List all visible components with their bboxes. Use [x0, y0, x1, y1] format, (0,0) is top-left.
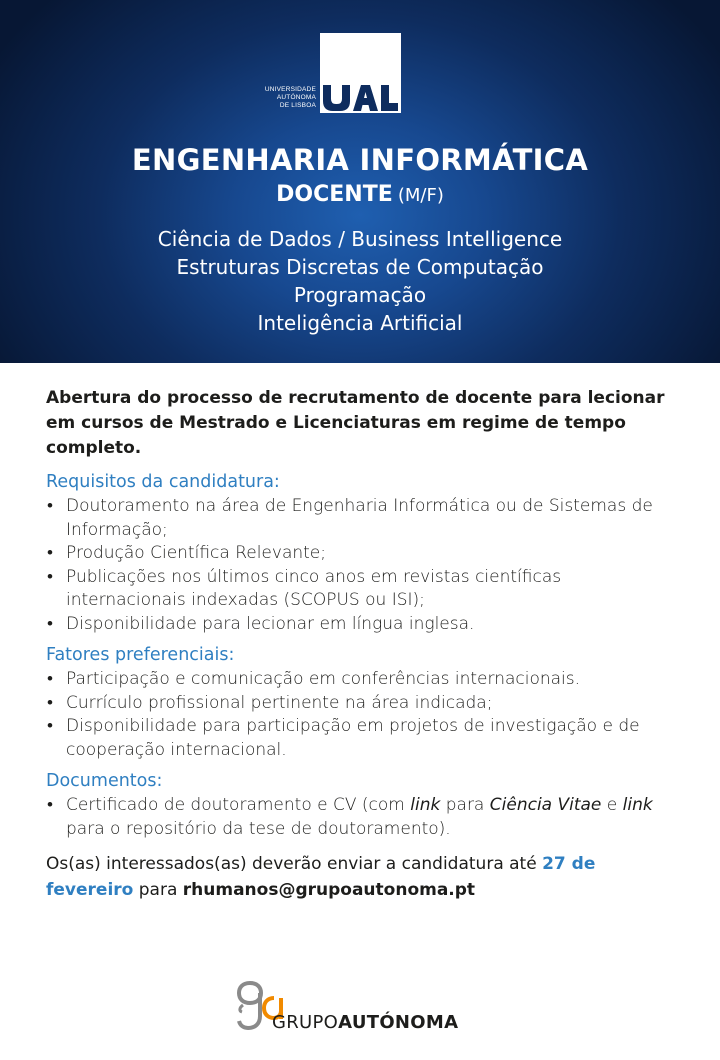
fatores-list	[46, 668, 686, 762]
deadline-date: 27 de fevereiro	[46, 854, 596, 900]
header-banner	[0, 0, 720, 363]
closing-text: para	[133, 880, 183, 900]
intro-paragraph: Abertura do processo de recrutamento de docente para lecionar em cursos de Mestrado e Licenciaturas em regime de tempo completo.	[46, 388, 665, 458]
list-item: • Produção Científica Relevante;	[46, 542, 686, 566]
doc-text: e	[601, 795, 623, 815]
list-item: • Disponibilidade para participação em projetos de investigação e de cooperação internacional.	[46, 715, 686, 762]
grupo-autonoma-wordmark	[272, 1012, 458, 1033]
doc-text: para o repositório da tese de doutoramento).	[66, 818, 451, 839]
position-label: DOCENTE	[276, 182, 393, 207]
area-item: Estruturas Discretas de Computação	[176, 255, 544, 279]
job-description	[46, 386, 686, 903]
closing-text: Os(as) interessados(as) deverão enviar a candidatura até	[46, 854, 543, 874]
area-item: Ciência de Dados / Business Intelligence	[157, 227, 563, 251]
brand-light: GRUPO	[272, 1012, 339, 1033]
area-list	[0, 225, 720, 337]
area-item: Inteligência Artificial	[257, 311, 463, 335]
documentos-list	[46, 794, 686, 841]
requisitos-list	[46, 495, 686, 636]
list-item: • Currículo profissional pertinente na área indicada;	[46, 692, 686, 716]
university-name	[226, 86, 316, 110]
list-item	[46, 794, 686, 841]
position-suffix: (M/F)	[397, 185, 444, 206]
page-title: ENGENHARIA INFORMÁTICA	[131, 143, 589, 177]
area-item: Programação	[293, 283, 427, 307]
list-item: • Publicações nos últimos cinco anos em revistas científicas internacionais indexadas (SCOPUS ou ISI);	[46, 566, 686, 613]
doc-text: Certificado de doutoramento e CV (com	[66, 795, 411, 815]
doc-italic: Ciência Vitae	[489, 795, 602, 815]
university-name-line: AUTÓNOMA	[276, 94, 316, 101]
ual-logo	[320, 33, 401, 113]
brand-bold: AUTÓNOMA	[338, 1012, 459, 1033]
requisitos-title: Requisitos da candidatura:	[46, 472, 280, 492]
doc-italic: link	[410, 795, 441, 815]
closing-paragraph	[46, 851, 686, 903]
university-name-line: UNIVERSIDADE	[264, 86, 316, 93]
position-subtitle	[0, 182, 720, 207]
fatores-title: Fatores preferenciais:	[46, 645, 235, 665]
university-name-line: DE LISBOA	[279, 102, 316, 109]
grupo-autonoma-logo	[236, 978, 496, 1038]
doc-text: para	[440, 795, 490, 815]
contact-email[interactable]: rhumanos@grupoautonoma.pt	[182, 880, 476, 900]
list-item: • Doutoramento na área de Engenharia Informática ou de Sistemas de Informação;	[46, 495, 686, 542]
ual-logo-mark	[320, 33, 401, 113]
list-item: • Disponibilidade para lecionar em língua inglesa.	[46, 613, 686, 637]
doc-italic: link	[622, 795, 653, 815]
documentos-title: Documentos:	[46, 771, 163, 791]
list-item: • Participação e comunicação em conferências internacionais.	[46, 668, 686, 692]
